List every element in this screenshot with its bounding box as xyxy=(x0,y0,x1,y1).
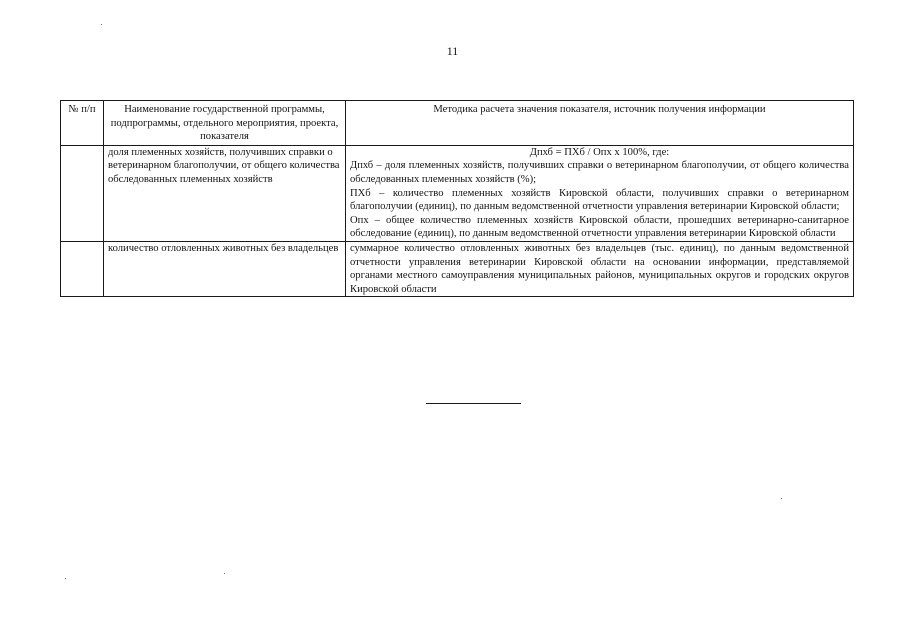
table-row xyxy=(61,145,854,241)
indicator-method: суммарное количество отловленных животных без владельцев (тыс. единиц), по данным ведомственной отчетности управления ветеринарии Кировской области на основании информации, представляемой органами местного самоуправления муниципальных районов, муниципальных округов и городских округов Кировской области xyxy=(346,241,854,296)
row-number xyxy=(61,145,104,241)
formula: Дпхб = ПХб / Опх х 100%, где: xyxy=(529,146,670,158)
closing-rule xyxy=(426,403,521,404)
indicator-method xyxy=(346,145,854,241)
header-number: № п/п xyxy=(61,101,104,146)
method-line: Дпхб – доля племенных хозяйств, получивших справки о ветеринарном благополучии, от общего количества обследованных племенных хозяйств (%); xyxy=(350,160,849,185)
page-number: 11 xyxy=(446,44,459,58)
indicator-name: доля племенных хозяйств, получивших справки о ветеринарном благополучии, от общего количества обследованных племенных хозяйств xyxy=(104,145,346,241)
indicator-table xyxy=(60,100,854,297)
scan-speck xyxy=(781,498,782,499)
header-method: Методика расчета значения показателя, источник получения информации xyxy=(346,101,854,146)
table-row xyxy=(61,241,854,296)
scan-speck xyxy=(101,24,102,25)
method-line: Опх – общее количество племенных хозяйств Кировской области, прошедших ветеринарно-санитарное обследование (единиц), по данным ведомственной отчетности управления ветеринарии Кировской области xyxy=(350,214,849,240)
header-name: Наименование государственной программы, подпрограммы, отдельного мероприятия, проекта, показателя xyxy=(104,101,346,146)
method-line: ПХб – количество племенных хозяйств Кировской области, получивших справки о ветеринарном благополучии (единиц), по данным ведомственной отчетности управления ветеринарии Кировской области; xyxy=(350,187,849,213)
table-header-row xyxy=(61,101,854,146)
scan-speck xyxy=(65,578,66,579)
indicator-name: количество отловленных животных без владельцев xyxy=(104,241,346,296)
row-number xyxy=(61,241,104,296)
scan-speck xyxy=(224,573,225,574)
